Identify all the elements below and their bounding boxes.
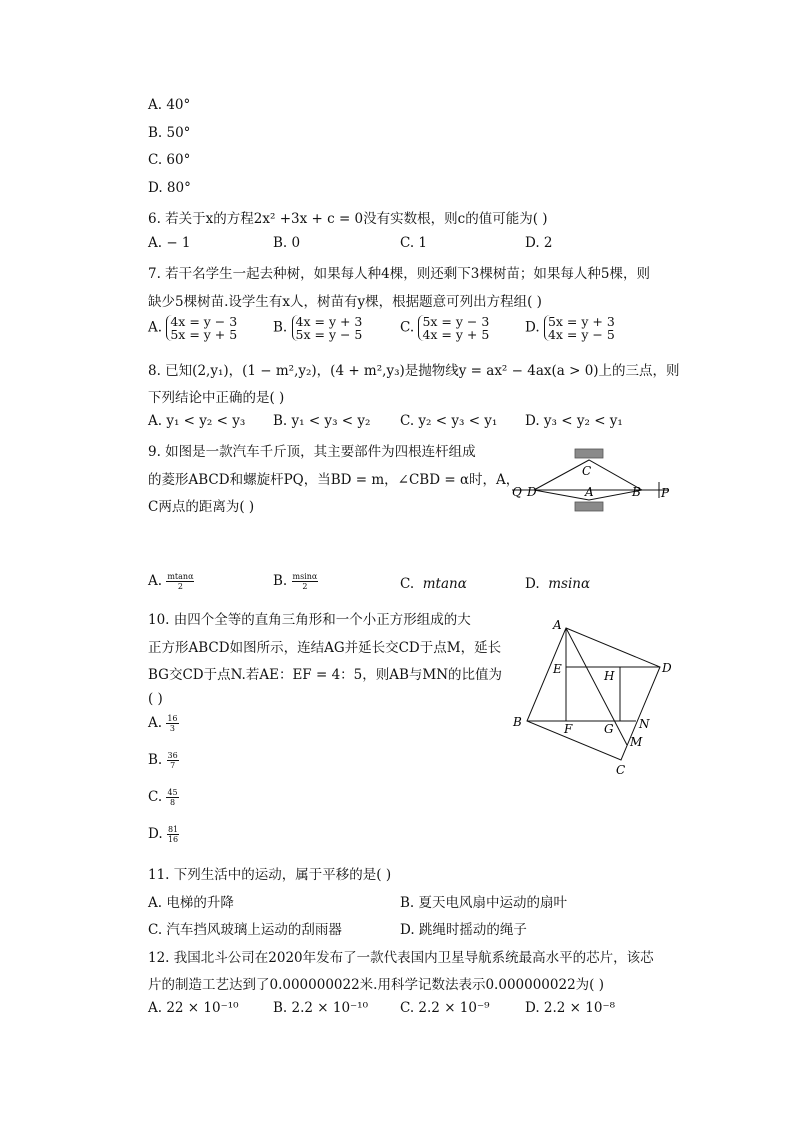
jack-bottom-plate <box>575 502 603 511</box>
q6-option-c: C. 1 <box>400 235 428 251</box>
q10-option-b <box>148 751 179 770</box>
q12-option-a: A. 22 × 10⁻¹⁰ <box>148 1000 239 1016</box>
q7-option-a-label: A. <box>148 319 163 336</box>
label-d: D <box>662 661 672 675</box>
label-n: N <box>639 717 650 731</box>
label-b: B <box>513 715 522 729</box>
segment-am <box>566 628 627 745</box>
label-e: E <box>553 662 562 676</box>
q7-stem-line1: 7. 若干名学生一起去种树，如果每人种4棵，则还剩下3棵树苗；如果每人种5棵，则 <box>148 266 650 282</box>
q9-option-b <box>273 572 318 591</box>
q10-option-d-fraction <box>167 825 179 844</box>
q9-option-b-label: B. <box>273 573 288 589</box>
jack-figure <box>508 446 676 516</box>
q8-option-b: B. y₁ < y₃ < y₂ <box>273 413 371 429</box>
q7-option-c-system <box>418 315 489 341</box>
q11-option-a: A. 电梯的升降 <box>148 895 234 911</box>
q8-option-c: C. y₂ < y₃ < y₁ <box>400 413 498 429</box>
q7-d-eq2: 4x = y − 5 <box>547 327 615 342</box>
q12-option-d: D. 2.2 × 10⁻⁸ <box>525 1000 616 1016</box>
q7-stem-line2: 缺少5棵树苗.设学生有x人，树苗有y棵，根据题意可列出方程组( ) <box>148 294 542 310</box>
q10-d-denominator: 16 <box>167 835 179 844</box>
q9-stem-line2: 的菱形ABCD和螺旋杆PQ，当BD = m，∠CBD = α时，A， <box>148 472 520 488</box>
q7-c-eq1: 5x = y − 3 <box>422 314 490 329</box>
q9-option-d <box>525 576 590 592</box>
q10-a-numerator: 16 <box>167 714 178 723</box>
label-d: D <box>527 485 537 499</box>
q9-stem-line1: 9. 如图是一款汽车千斤顶，其主要部件为四根连杆组成 <box>148 444 476 460</box>
q8-option-d: D. y₃ < y₂ < y₁ <box>525 413 623 429</box>
label-a: A <box>553 618 562 632</box>
q8-stem-line1: 8. 已知(2,y₁)，(1 − m²,y₂)，(4 + m²,y₃)是抛物线y = ax² − 4ax(a > 0)上的三点，则 <box>148 363 680 379</box>
q10-d-numerator: 81 <box>167 825 179 834</box>
label-m: M <box>630 735 643 749</box>
q10-option-d-label: D. <box>148 826 163 842</box>
q12-option-b: B. 2.2 × 10⁻¹⁰ <box>273 1000 368 1016</box>
q10-b-denominator: 7 <box>170 761 176 770</box>
q12-stem-line1: 12. 我国北斗公司在2020年发布了一款代表国内卫星导航系统最高水平的芯片，该芯 <box>148 950 654 966</box>
q10-option-a-fraction <box>166 714 178 733</box>
q11-option-c: C. 汽车挡风玻璃上运动的刮雨器 <box>148 922 342 938</box>
q10-stem-line2: 正方形ABCD如图所示，连结AG并延长交CD于点M，延长 <box>148 640 502 656</box>
label-c: C <box>616 763 626 777</box>
q12-option-c: C. 2.2 × 10⁻⁹ <box>400 1000 490 1016</box>
q10-option-a-label: A. <box>148 715 163 731</box>
q10-c-numerator: 45 <box>167 788 178 797</box>
q8-stem-line2: 下列结论中正确的是( ) <box>148 390 285 406</box>
q9-option-c-label: C. <box>400 576 415 592</box>
q6-option-d: D. 2 <box>525 235 553 251</box>
q9-option-a <box>148 572 194 591</box>
q10-option-b-fraction <box>167 751 179 770</box>
q5-option-b: B. 50° <box>148 125 191 141</box>
q11-stem: 11. 下列生活中的运动，属于平移的是( ) <box>148 867 392 883</box>
q10-a-denominator: 3 <box>169 724 175 733</box>
jack-top-plate <box>575 449 603 458</box>
q10-stem-line1: 10. 由四个全等的直角三角形和一个小正方形组成的大 <box>148 612 471 628</box>
q10-option-d <box>148 825 179 844</box>
q7-option-b <box>273 315 362 341</box>
label-g: G <box>604 722 614 736</box>
q9-b-numerator: msinα <box>292 572 318 581</box>
q7-option-d <box>525 315 615 341</box>
q9-option-b-fraction <box>292 572 319 591</box>
q7-option-a <box>148 315 237 341</box>
q7-option-a-system <box>166 315 237 341</box>
q7-option-c-label: C. <box>400 319 415 336</box>
q10-option-c-label: C. <box>148 789 163 805</box>
q9-option-c-text: mtanα <box>422 576 467 592</box>
q5-option-c: C. 60° <box>148 152 191 168</box>
q7-a-eq2: 5x = y + 5 <box>170 327 238 342</box>
q7-b-eq2: 5x = y − 5 <box>295 327 363 342</box>
square-figure <box>506 612 682 778</box>
q10-b-numerator: 36 <box>167 751 178 760</box>
q9-stem-line3: C两点的距离为( ) <box>148 499 255 515</box>
q5-option-d: D. 80° <box>148 180 191 196</box>
q7-option-d-label: D. <box>525 319 540 336</box>
q9-option-c <box>400 576 467 592</box>
q7-a-eq1: 4x = y − 3 <box>170 314 238 329</box>
q9-b-denominator: 2 <box>302 582 308 591</box>
q10-option-a <box>148 714 179 733</box>
label-b: B <box>632 485 641 499</box>
q8-option-a: A. y₁ < y₂ < y₃ <box>148 413 246 429</box>
q9-option-a-label: A. <box>148 573 163 589</box>
q5-option-a: A. 40° <box>148 97 191 113</box>
q7-option-d-system <box>544 315 615 341</box>
q7-c-eq2: 4x = y + 5 <box>422 327 490 342</box>
q10-option-c-fraction <box>166 788 178 807</box>
q10-option-b-label: B. <box>148 752 163 768</box>
q7-option-b-label: B. <box>273 319 288 336</box>
q12-stem-line2: 片的制造工艺达到了0.000000022米.用科学记数法表示0.000000022为( ) <box>148 977 604 993</box>
q7-d-eq1: 5x = y + 3 <box>547 314 615 329</box>
q10-option-c <box>148 788 179 807</box>
q11-option-d: D. 跳绳时摇动的绳子 <box>400 922 527 938</box>
q9-option-a-fraction <box>166 572 194 591</box>
q9-option-d-text: msinα <box>548 576 591 592</box>
q7-option-c <box>400 315 489 341</box>
q10-stem-line3: BG交CD于点N.若AE：EF = 4：5，则AB与MN的比值为 <box>148 667 503 683</box>
q10-stem-line4: ( ) <box>148 691 163 707</box>
q9-a-denominator: 2 <box>177 582 183 591</box>
label-q: Q <box>512 485 522 499</box>
q10-c-denominator: 8 <box>169 798 176 807</box>
q11-option-b: B. 夏天电风扇中运动的扇叶 <box>400 895 568 911</box>
label-a: A <box>585 485 594 499</box>
q9-a-numerator: mtanα <box>167 572 194 581</box>
q7-option-b-system <box>292 315 363 341</box>
q7-b-eq1: 4x = y + 3 <box>295 314 363 329</box>
label-f: F <box>564 722 573 736</box>
label-p: P <box>661 486 670 500</box>
q9-option-d-label: D. <box>525 576 540 592</box>
label-h: H <box>604 669 615 683</box>
q6-option-a: A. − 1 <box>148 235 191 251</box>
label-c: C <box>582 464 592 478</box>
q6-stem: 6. 若关于x的方程2x² +3x + c = 0没有实数根，则c的值可能为( ) <box>148 211 548 227</box>
q6-option-b: B. 0 <box>273 235 301 251</box>
